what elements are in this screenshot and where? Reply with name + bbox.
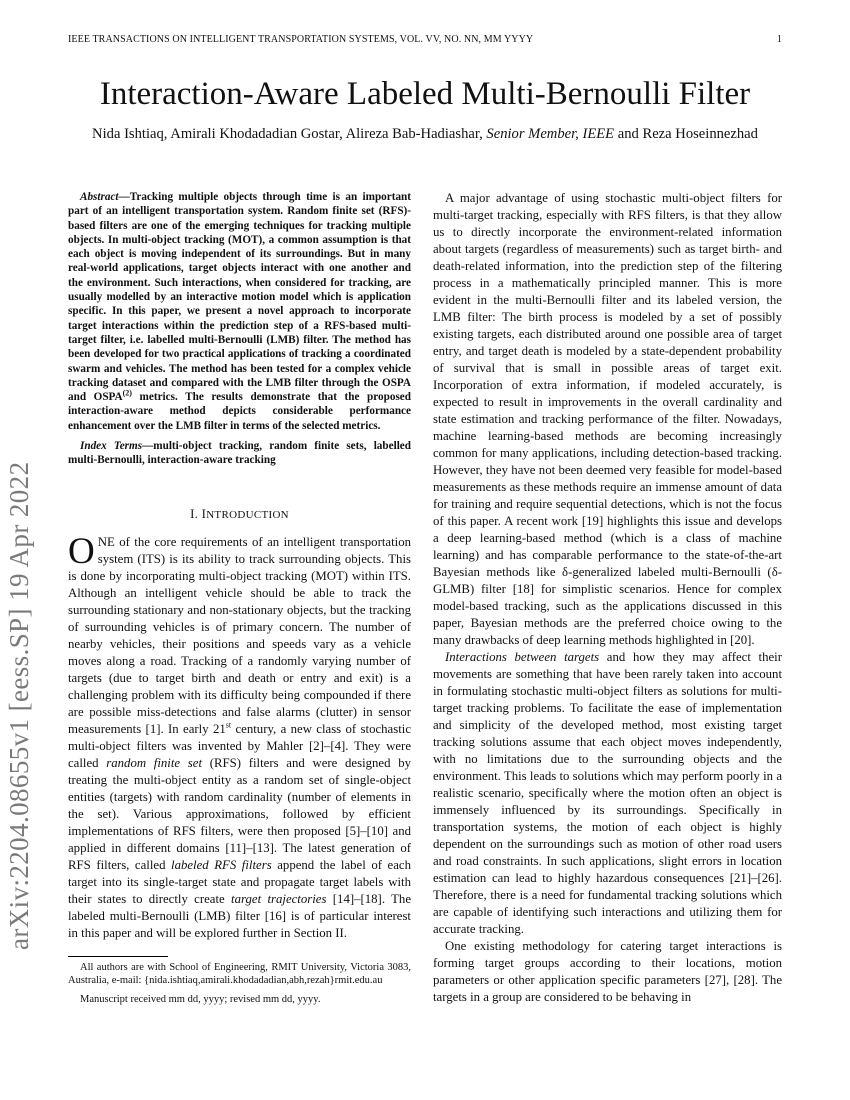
author-names-1: Nida Ishtiaq, Amirali Khodadadian Gostar, Alireza Bab-Hadiashar, <box>92 126 487 142</box>
running-header <box>68 34 782 45</box>
section-heading-introduction <box>68 506 411 524</box>
right-column <box>433 190 782 1006</box>
section-title-initial: I <box>201 506 207 521</box>
abstract-text-end: metrics. The results demonstrate that the proposed interaction-aware method depicts considerable performance enhancement over the LMB filter in terms of the selected metrics. <box>68 391 411 432</box>
abstract-text: —Tracking multiple objects through time is an important part of an intelligent transportation system. Random finite set (RFS)-based filters are one of the emerging techniques for tracking multiple objects. In multi-object tracking (MOT), a common assumption is that each object is moving independent of its surroundings. But in many real-world applications, target objects interact with one another and the environment. Such interactions, when considered for tracking, are usually modelled by an interactive motion model which is application specific. In this paper, we present a novel approach to incorporate target interactions within the prediction step of a RFS-based multi-target filter, i.e. labelled multi-Bernoulli (LMB) filter. The method has been developed for two practical applications of tracking a coordinated swarm and vehicles. The method has been tested for a complex vehicle tracking dataset and compared with the LMB filter through the OSPA and OSPA <box>68 191 411 404</box>
author-names-2: and Reza Hoseinnezhad <box>614 126 758 142</box>
intro-p1-lead: NE of the core requirements of an intelligent transportation system (ITS) is its ability to track surrounding objects. This is done by incorporating multi-object tracking (MOT) within ITS. Although an intelligent vehicle should be able to track the surrounding stationary and non-stationary objects, but the tracking of surrounding vehicles is of primary concern. The number of nearby vehicles, their positions and speeds vary as a vehicle moves along a road. Tracking of a randomly varying number of targets (due to target birth and death or entry and exit) is a challenging problem with its difficulty being compounded if there are possible miss-detections and false alarms (clutter) in sensor measurements [1]. In early 21 <box>68 534 411 736</box>
intro-paragraph-1 <box>68 530 412 942</box>
index-terms-text: —multi-object tracking, random finite sets, labelled multi-Bernoulli, interaction-aware tracking <box>68 440 411 467</box>
right-p2-rest: and how they may affect their movements are something that have been rarely taken into account in formulating stochastic multi-object filters as solutions for multi-target tracking problems. To facilitate the ease of implementation and simplicity of the developed method, most existing target tracking solutions assume that each object moves independently, with no limitations due to the surrounding objects and the environment. This leads to solutions which may perform poorly in a realistic scenario, specifically where the motion often an object is immensely influenced by its surroundings. Specifically in transportation systems, the motion of each object is highly dependent on the surroundings such as motion of other road users and road constraints. In such applications, slight errors in location estimation can lead to highly hazardous consequences [21]–[26]. Therefore, there is a need for fundamental tracking solutions which are capable of identifying such interactions and utilizing them for accurate tracking. <box>433 650 782 936</box>
intro-p1-mid3: append the label of each target into its single-target state and propagate target labels with their states to directly create <box>68 857 411 906</box>
journal-name: IEEE TRANSACTIONS ON INTELLIGENT TRANSPORTATION SYSTEMS, VOL. VV, NO. NN, MM YYYY <box>68 34 534 45</box>
intro-p1-mid2: (RFS) filters and were designed by treating the multi-object entity as a random set of single-object entities (targets) with random cardinality (number of elements in the set). Various approximations, followed by efficient implementations of RFS filters, were then proposed [5]–[10] and applied in different domains [11]–[13]. The latest generation of RFS filters, called <box>68 755 412 872</box>
right-p2-em: Interactions between targets <box>445 650 600 664</box>
paper-title: Interaction-Aware Labeled Multi-Bernoulli Filter <box>99 76 751 112</box>
left-column <box>68 190 411 1012</box>
footnote-affiliation: All authors are with School of Engineering, RMIT University, Victoria 3083, Australia, e-mail: {nida.ishtiaq,amirali.khodadadian,abh,rezah}rmit.edu.au <box>68 961 411 986</box>
ospa-superscript: (2) <box>122 388 132 398</box>
author-list <box>0 126 850 143</box>
footnote-manuscript: Manuscript received mm dd, yyyy; revised mm dd, yyyy. <box>80 993 321 1005</box>
author-membership: Senior Member, IEEE <box>486 126 615 142</box>
drop-cap: O <box>68 530 95 572</box>
section-number: I. <box>190 506 202 521</box>
page-number: 1 <box>776 34 782 45</box>
footnote-divider <box>68 956 168 957</box>
intro-p1-end: [14]–[18]. The labeled multi-Bernoulli (LMB) filter [16] is of particular interest in this paper and will be explored further in Section II. <box>68 891 412 940</box>
abstract <box>68 190 411 433</box>
intro-p1-em2: labeled RFS filters <box>171 857 272 872</box>
index-terms <box>68 439 411 468</box>
right-paragraph-3: One existing methodology for catering target interactions is forming target groups according to their locations, motion parameters or other application specific parameters [27], [28]. The targets in a group are considered to be behaving in <box>433 939 782 1004</box>
arxiv-stamp: arXiv:2204.08655v1 [eess.SP] 19 Apr 2022 <box>4 461 34 950</box>
right-paragraph-1: A major advantage of using stochastic multi-object filters for multi-target tracking, especially with RFS filters, is that they allow us to directly incorporate the environment-related information about targets (regardless of measurements) such as target birth- and death-related information, into the prediction step of the filtering process in a mathematically principled manner. This is more evident in the multi-Bernoulli filter and its labeled version, the LMB filter: The birth process is modeled by a set of possibly existing targets, each distributed around one possible area of target entry, and target death is modeled by a state-dependent probability of survival that is small in possible areas of target exit. Incorporation of extra information, if modeled accurately, is expected to result in improvements in the overall cardinality and state estimation and tracking performance of the filter. Nowadays, machine learning-based methods are becoming increasingly common for many applications, including detection-based tracking. However, they have not been deemed very feasible for model-based measurements as these methods require an immense amount of data for training and require sequential detections, which is not the focus of this paper. A recent work [19] highlights this issue and develops a deep learning-based method (which is a class of machine learning) and has comparable performance to the state-of-the-art Bayesian methods like δ-generalized labeled multi-Bernoulli (δ-GLMB) filter [18] for simplistic scenarios. Hence for complex model-based tracking, such as the applications discussed in this paper, Bayesian methods are the preferred choice owing to the many drawbacks of deep learning methods highlighted in [20]. <box>433 191 782 647</box>
intro-p1-sup: st <box>225 720 232 730</box>
intro-p1-mid: century, a new class of stochastic multi-object filters was invented by Mahler [2]–[4]. They were called <box>68 721 411 770</box>
section-title-rest: NTRODUCTION <box>206 508 289 521</box>
abstract-label: Abstract <box>80 191 119 203</box>
intro-p1-em3: target trajectories <box>231 891 327 906</box>
right-paragraph-2 <box>433 649 782 938</box>
intro-p1-em1: random finite set <box>106 755 203 770</box>
index-terms-label: Index Terms <box>80 440 143 453</box>
